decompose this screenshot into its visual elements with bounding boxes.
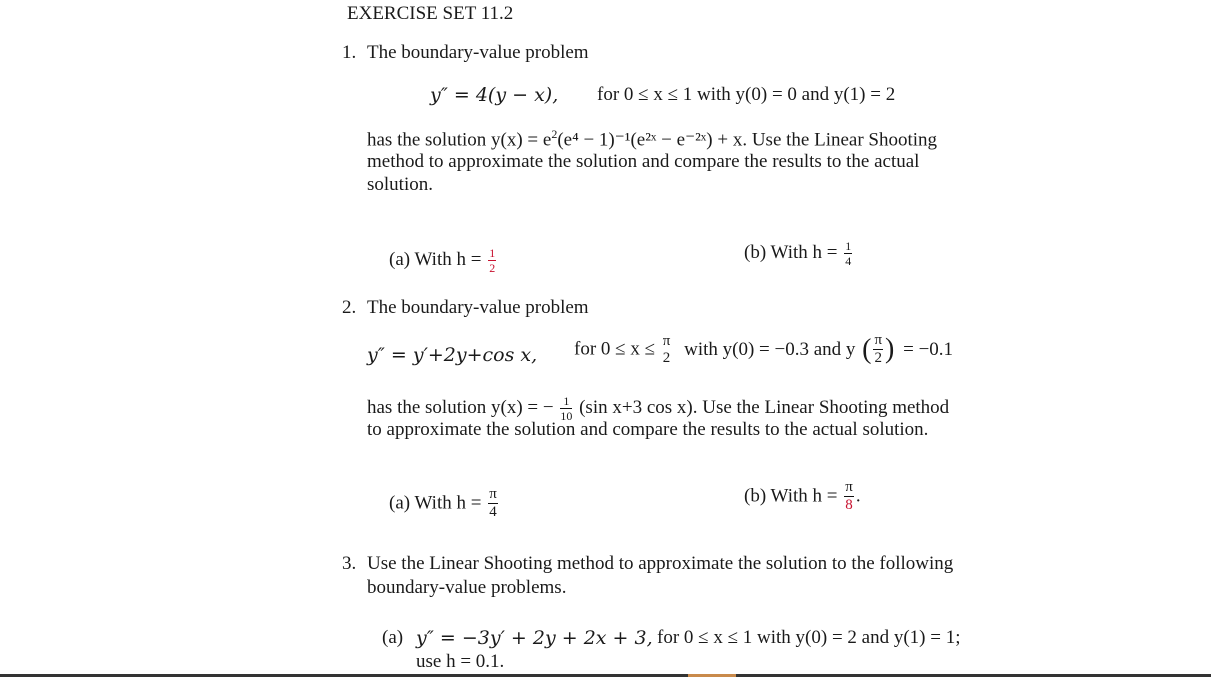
part-a-numerator: 1 [489,246,496,260]
p2-part-b-label: (b) With h = [744,485,838,507]
problem-2-number: 2. [342,297,357,318]
problem-1-solution-line1: has the solution $y(x) = e^2(e^4$ − 1)⁻¹(e²ˣ − e⁻²ˣ) + x. Use the Linear Shooting [367,127,938,151]
problem-1-solution-line2: method to approximate the solution and compare the results to the actual [367,151,920,172]
problem-1-condition: for 0 ≤ x ≤ 1 with y(0) = 0 and y(1) = 2 [597,84,896,105]
problem-3-part-a-equation: y″ = −3y′ + 2y + 2x + 3, [416,627,653,649]
left-paren: ( [862,333,872,365]
problem-2-condition [574,333,953,366]
condition-end: = −0.1 [903,338,954,360]
problem-2-solution-line1 [367,395,949,422]
condition-pi: π [662,332,671,349]
problem-2-solution-line2: to approximate the solution and compare the results to the actual solution. [367,419,929,440]
p2-part-b-period: . [855,485,861,507]
p2-part-b-denominator: 8 [845,497,853,513]
problem-3-line2: boundary-value problems. [367,577,567,598]
p2-part-a-numerator: π [489,486,497,502]
p2-part-b-fraction [844,480,854,513]
condition-mid: with y(0) = −0.3 and y [684,338,856,360]
p2-part-b-numerator: π [845,479,853,495]
problem-1-equation: y″ = 4(y − x), [430,84,559,106]
sol-numerator: 1 [560,395,572,409]
solution-2-prefix: has the solution y(x) = − [367,396,554,418]
problem-3-number: 3. [342,553,357,574]
condition-fraction [662,334,672,366]
problem-2-part-b [744,480,861,513]
condition-two: 2 [662,349,671,366]
part-a-label: (a) With h = [389,248,482,270]
problem-3-part-a-condition: for 0 ≤ x ≤ 1 with y(0) = 2 and y(1) = 1; [657,627,961,648]
p2-part-a-label: (a) With h = [389,492,482,514]
problem-2-intro: The boundary-value problem [367,297,589,318]
solution-1-rest: (e⁴ − 1)⁻¹(e²ˣ − e⁻²ˣ) + x. Use the Linear Shooting [557,129,938,151]
problem-1-part-b [744,240,854,267]
problem-1-number: 1. [342,42,357,63]
solution-1-prefix: has the solution y(x) = e [367,129,552,151]
part-b-fraction [844,240,852,267]
problem-1-intro: The boundary-value problem [367,42,589,63]
page-title: EXERCISE SET 11.2 [347,3,514,24]
part-b-numerator: 1 [845,239,852,253]
solution-2-fraction [560,395,572,422]
arg-pi: π [874,332,883,348]
part-a-denominator: 2 [489,261,496,275]
solution-2-rest: (sin x+3 cos x). Use the Linear Shooting method [579,396,950,418]
problem-2-equation: y″ = y′+2y+cos x, [367,344,538,366]
problem-1-solution-line3: solution. [367,174,433,195]
problem-3-part-a-label: (a) [382,627,404,648]
part-b-label: (b) With h = [744,241,838,263]
problem-3-line1: Use the Linear Shooting method to approximate the solution to the following [367,553,954,574]
condition-arg-fraction [873,333,883,366]
sol-denominator: 10 [560,409,573,423]
problem-1-part-a [389,247,498,274]
part-a-fraction [488,247,496,274]
problem-3-part-a-line2: use h = 0.1. [416,651,505,672]
arg-two: 2 [874,350,882,366]
p2-part-a-denominator: 4 [489,504,497,520]
p2-part-a-fraction [488,487,498,520]
problem-2-part-a [389,487,500,520]
condition-prefix: for 0 ≤ x ≤ [574,338,656,360]
part-b-denominator: 4 [845,254,852,268]
right-paren: ) [885,333,895,365]
